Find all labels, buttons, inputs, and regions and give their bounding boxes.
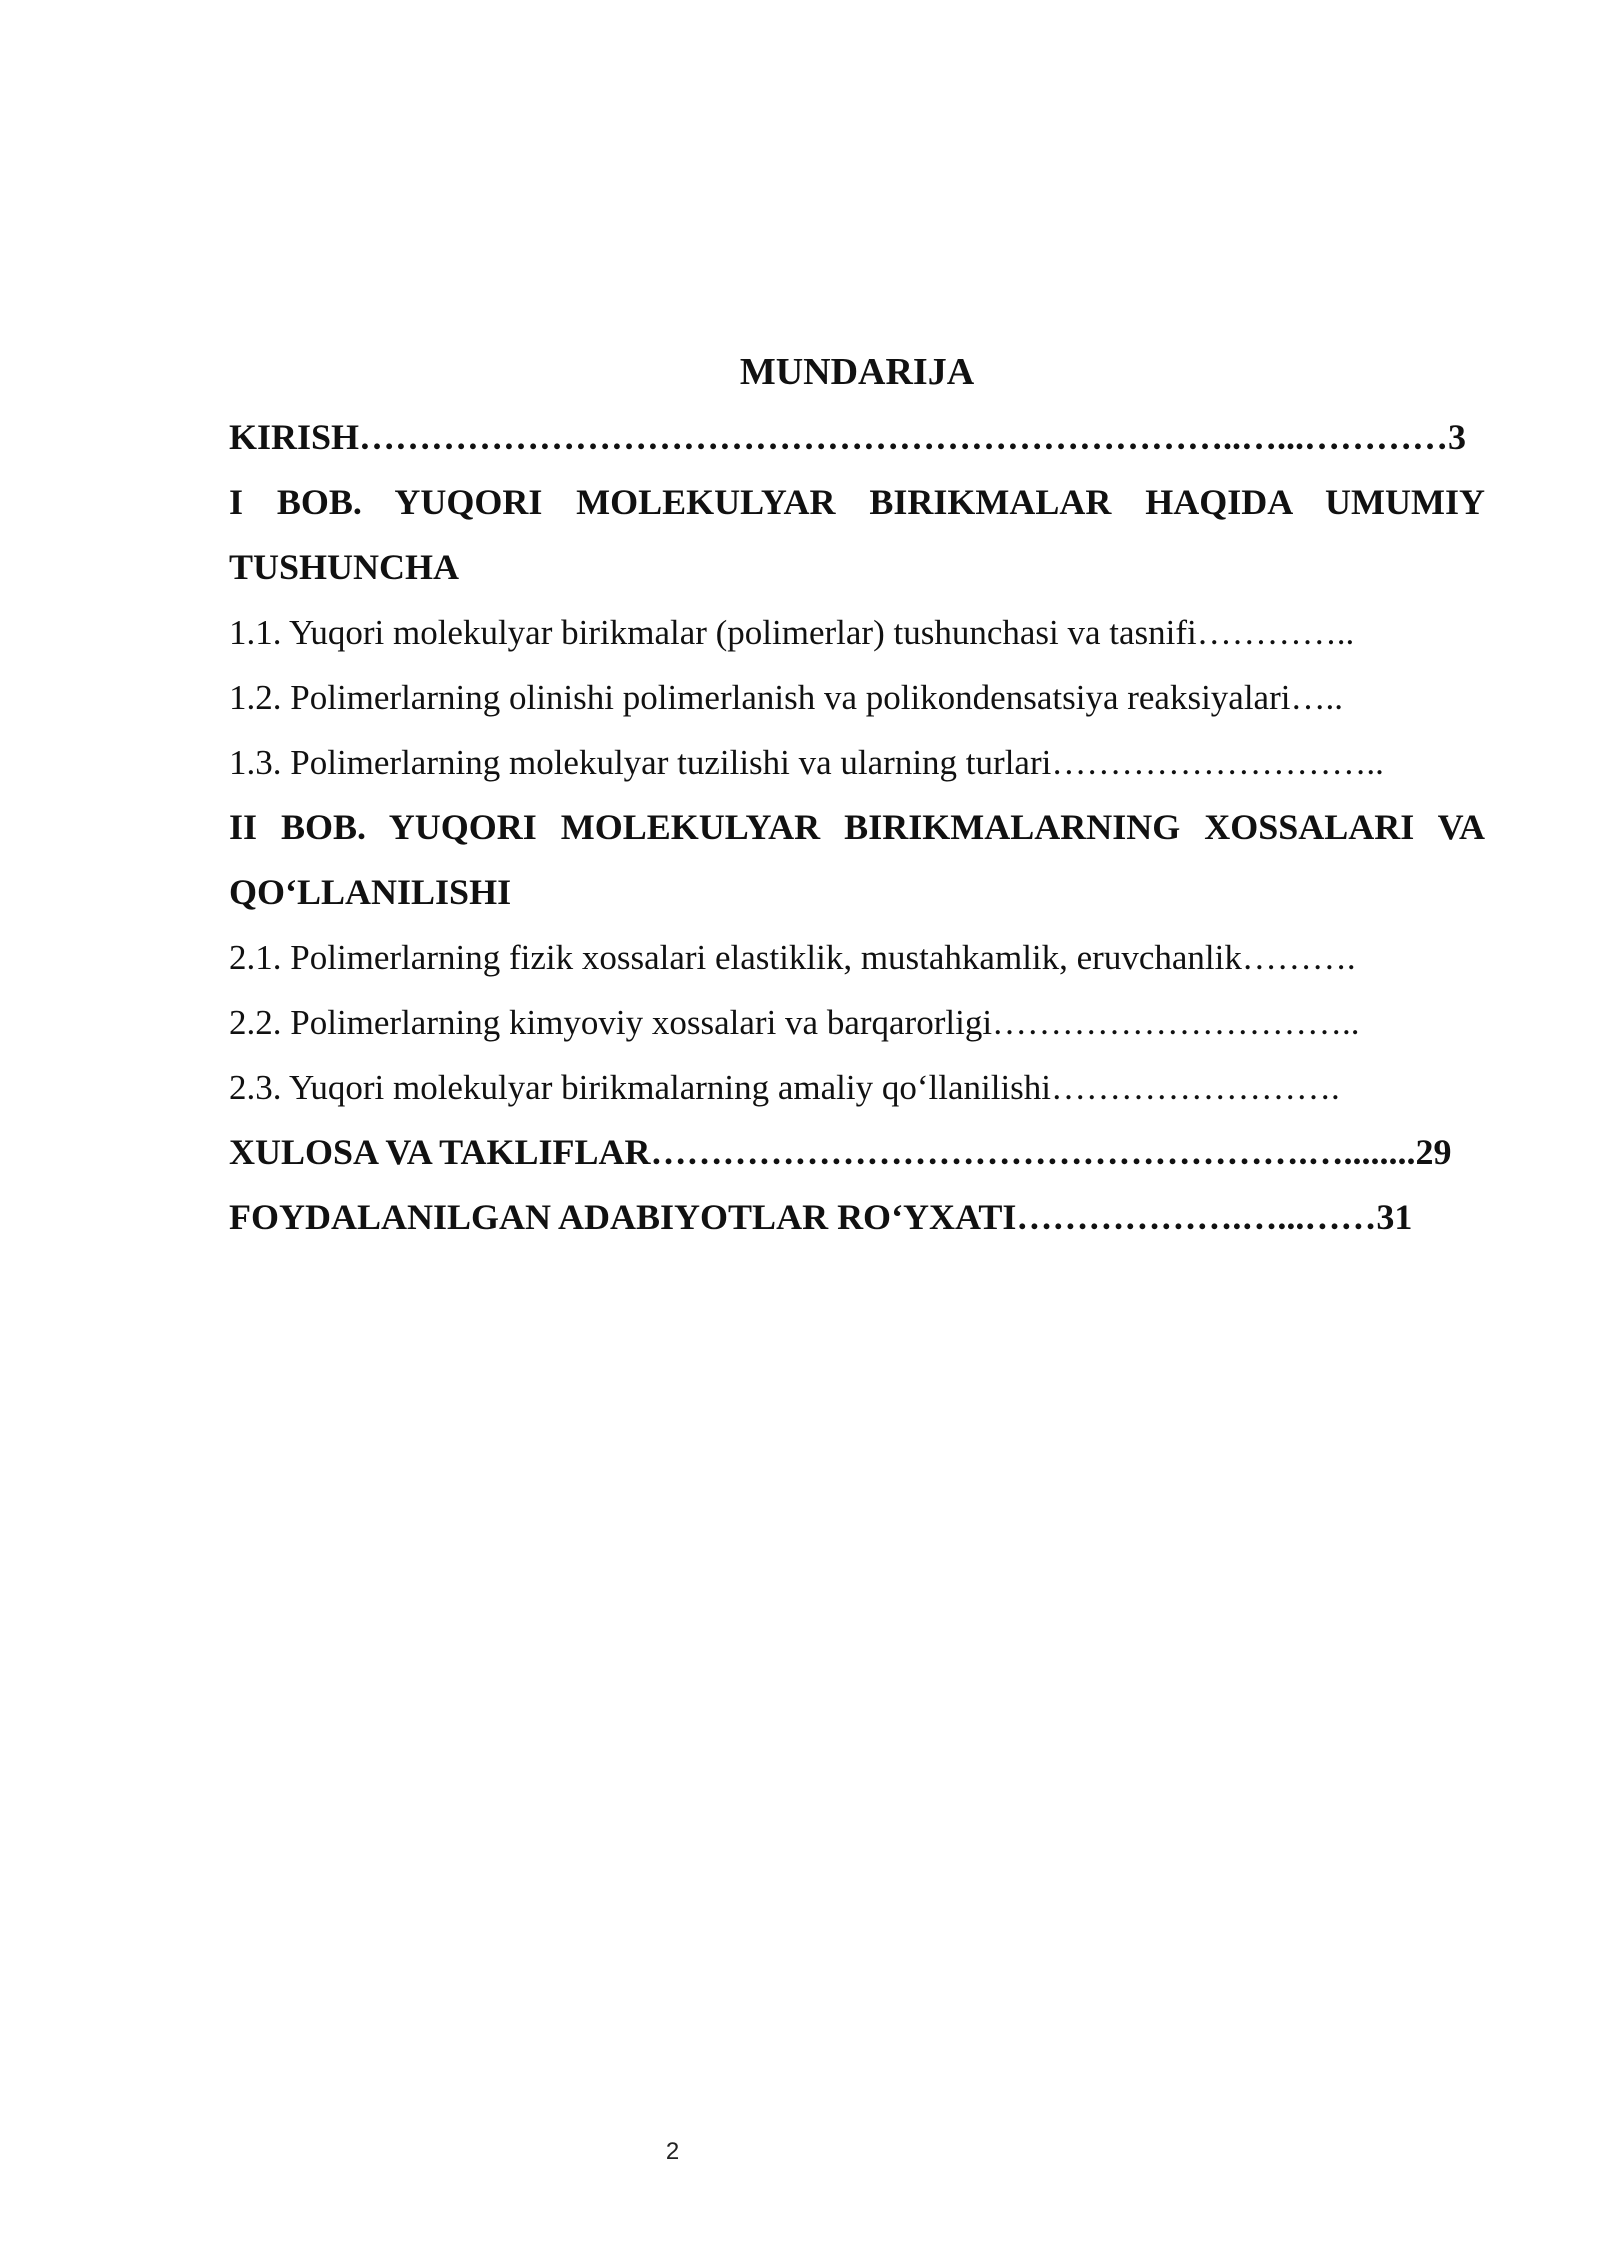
toc-entry-kirish: KIRISH………………………………………………………………..…...…………3 <box>229 417 1467 457</box>
toc-entry-chapter-1-continued: TUSHUNCHA <box>229 547 460 587</box>
toc-title: MUNDARIJA <box>739 351 975 393</box>
table-of-contents <box>229 340 1485 1250</box>
page-number: 2 <box>665 2138 680 2165</box>
toc-entry-1-2: 1.2. Polimerlarning olinishi polimerlanish va polikondensatsiya reaksiyalari….. <box>229 678 1343 717</box>
toc-entry-2-3: 2.3. Yuqori molekulyar birikmalarning amaliy qo‘llanilishi……………………. <box>229 1068 1340 1107</box>
toc-entry-1-1: 1.1. Yuqori molekulyar birikmalar (polimerlar) tushunchasi va tasnifi………….. <box>229 613 1355 652</box>
toc-entry-chapter-1: I BOB. YUQORI MOLEKULYAR BIRIKMALAR HAQIDA UMUMIY <box>229 482 1485 522</box>
toc-entry-2-2: 2.2. Polimerlarning kimyoviy xossalari va barqarorligi………………………….. <box>229 1003 1360 1042</box>
toc-entry-chapter-2: II BOB. YUQORI MOLEKULYAR BIRIKMALARNING XOSSALARI VA <box>229 807 1485 847</box>
toc-entry-1-3: 1.3. Polimerlarning molekulyar tuzilishi va ularning turlari……………………….. <box>229 743 1384 782</box>
toc-entry-conclusion: XULOSA VA TAKLIFLAR……………………………………………….…........29 <box>229 1132 1452 1172</box>
toc-entry-references: FOYDALANILGAN ADABIYOTLAR RO‘YXATI……………….…...……31 <box>229 1197 1413 1237</box>
toc-entry-2-1: 2.1. Polimerlarning fizik xossalari elastiklik, mustahkamlik, eruvchanlik………. <box>229 938 1356 977</box>
toc-entry-chapter-2-continued: QO‘LLANILISHI <box>229 872 512 912</box>
